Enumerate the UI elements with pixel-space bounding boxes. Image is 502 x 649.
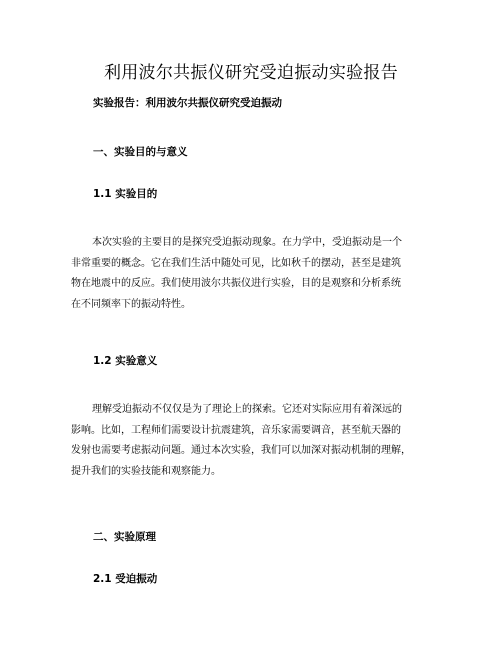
section-heading-principle: 二、实验原理 (93, 531, 156, 543)
subsection-heading-purpose: 1.1 实验目的 (93, 188, 158, 200)
paragraph-line: 本次实验的主要目的是探究受迫振动现象。在力学中，受迫振动是一个 (92, 237, 402, 248)
paragraph-line: 影响。比如，工程师们需要设计抗震建筑，音乐家需要调音，甚至航天器的 (71, 424, 401, 436)
subsection-heading-forced-vibration: 2.1 受迫振动 (93, 573, 158, 585)
paragraph-line: 在不同频率下的振动特性。 (71, 298, 191, 310)
section-heading-purpose-and-significance: 一、实验目的与意义 (93, 146, 188, 158)
document-title: 利用波尔共振仪研究受迫振动实验报告 (103, 63, 399, 83)
document-subtitle: 实验报告：利用波尔共振仪研究受迫振动 (93, 97, 282, 109)
paragraph-line: 发射也需要考虑振动问题。通过本次实验，我们可以加深对振动机制的理解， (71, 445, 411, 456)
subsection-heading-significance: 1.2 实验意义 (93, 355, 158, 367)
paragraph-line: 非常重要的概念。它在我们生活中随处可见，比如秋千的摆动，甚至是建筑 (71, 257, 401, 269)
paragraph-significance (71, 400, 411, 482)
paragraph-line: 物在地震中的反应。我们使用波尔共振仪进行实验，目的是观察和分析系统 (71, 278, 401, 289)
paragraph-line: 提升我们的实验技能和观察能力。 (71, 465, 221, 477)
paragraph-line: 理解受迫振动不仅仅是为了理论上的探索。它还对实际应用有着深远的 (92, 404, 402, 415)
paragraph-purpose (71, 233, 402, 315)
